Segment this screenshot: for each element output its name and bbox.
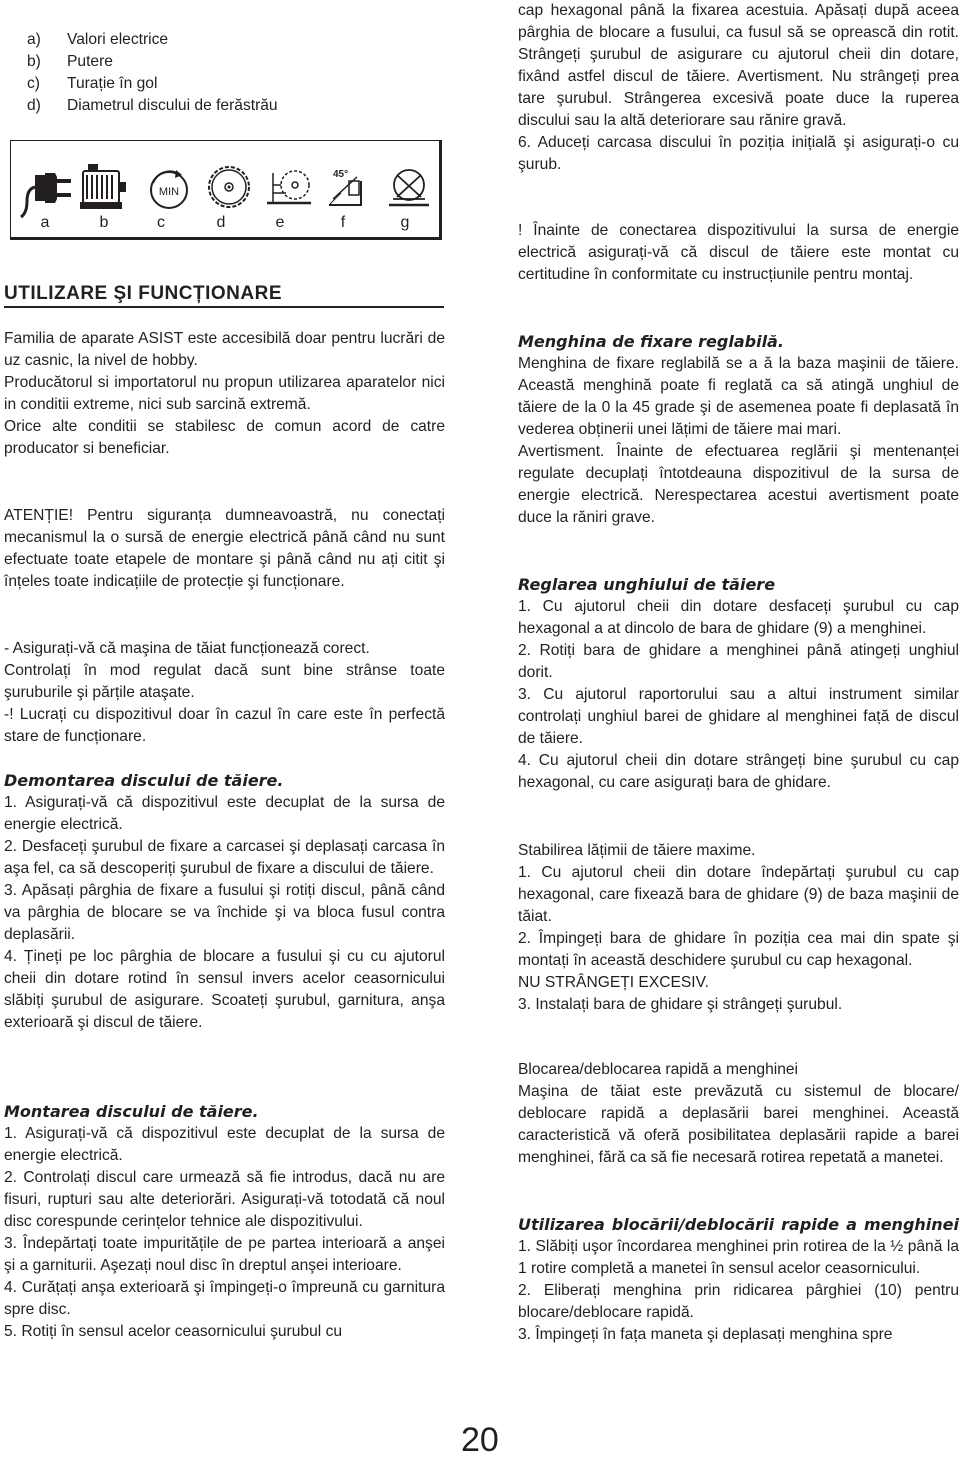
use-section: [518, 1214, 959, 1346]
legend-letter: c): [27, 75, 40, 92]
use-heading: Utilizarea blocării/deblocării rapide a menghinei: [518, 1215, 959, 1234]
paragraph: - Asigurați-vă că maşina de tăiat funcționează corect.: [4, 640, 370, 657]
saw-icon: [267, 171, 311, 203]
paragraph: -! Lucrați cu dispozitivul doar în cazul în care este în perfectă stare de funcționare.: [4, 706, 445, 745]
legend-item: [27, 51, 278, 73]
angle-icon: [329, 169, 361, 205]
legend-letter: d): [27, 97, 41, 114]
step: 1. Cu ajutorul cheii din dotare desfaceți şurubul cu cap hexagonal a at dincolo de bara de ghidare (9) a menghinei.: [518, 598, 959, 637]
speed-icon: [151, 170, 187, 208]
paragraph: Familia de aparate ASIST este accesibilă doar pentru lucrări de uz casnic, la nivel de hobby.: [4, 330, 445, 369]
legend-letter: b): [27, 53, 41, 70]
section-title: UTILIZARE ŞI FUNCȚIONARE: [4, 282, 444, 308]
step: 5. Rotiți în sensul acelor ceasornicului şurubul cu: [4, 1323, 343, 1340]
subheading: Stabilirea lățimii de tăiere maxime.: [518, 842, 756, 859]
mitre-icon: [389, 170, 429, 205]
legend-text: Putere: [67, 53, 113, 70]
step: 2. Controlați discul care urmează să fie introdus, dacă nu are fisuri, rupturi sau alte deteriorări. Asigurați-vă totodată că noul disc corespunde cerințelor tehnice ale dispozitivului.: [4, 1169, 445, 1230]
step: 6. Aduceți carcasa discului în poziția inițială şi asigurați-o cu şurub.: [518, 134, 959, 173]
paragraph: Maşina de tăiat este prevăzută cu sistemul de blocare/ deblocare rapidă a deplasării barei menghinei. Această caracteristică vă oferă posibilitatea deplasării rapide a barei menghinei, fără ca să fie necesară rotirea repetată a manetei.: [518, 1083, 959, 1166]
step: 1. Slăbiți uşor încordarea menghinei prin rotirea de la ½ până la 1 rotire completă a manetei în sensul acelor ceasornicului.: [518, 1238, 959, 1277]
width-section: [518, 840, 959, 1016]
demount-heading: Demontarea discului de tăiere.: [4, 771, 284, 790]
paragraph: Controlați în mod regulat dacă sunt bine strânse toate şuruburile şi părțile ataşate.: [4, 662, 445, 701]
min-label: MIN: [158, 186, 180, 198]
step: NU STRÂNGEȚI EXCESIV.: [518, 974, 709, 991]
icon-label: d: [216, 214, 226, 231]
mount-heading: Montarea discului de tăiere.: [4, 1102, 259, 1121]
warning-paragraph: ! Înainte de conectarea dispozitivului la sursa de energie electrică asigurați-vă că discul de tăiere este montat cu certitudine în conformitate cu instrucțiunile pentru montaj.: [518, 222, 959, 283]
icon-label: f: [340, 214, 346, 231]
step: 2. Eliberați menghina prin ridicarea pârghiei (10) pentru blocare/deblocare rapidă.: [518, 1282, 959, 1321]
step: 3. Îndepărtați toate impuritățile de pe partea interioară a anşei şi a garniturii. Aşezați noul disc în dreptul anşei interioare.: [4, 1235, 445, 1274]
subheading: Blocarea/deblocarea rapidă a menghinei: [518, 1061, 799, 1078]
legend-text: Valori electrice: [67, 31, 169, 48]
paragraph: Orice alte conditii se stabilesc de comun acord de catre producator si beneficiar.: [4, 418, 445, 457]
step: 2. Rotiți bara de ghidare a menghinei până atingeți unghiul dorit.: [518, 642, 959, 681]
legend-text: Diametrul discului de ferăstrău: [67, 97, 278, 114]
page-number: 20: [461, 1421, 499, 1459]
step: 2. Împingeți bara de ghidare în poziția cea mai din spate şi montați în această deschidere şurubul cu cap hexagonal.: [518, 930, 959, 969]
legend-item: [27, 29, 278, 51]
paragraph: Menghina de fixare reglabilă se a ă la baza maşinii de tăiere. Această menghină poate fi reglată ca să atingă unghiul de tăiere de la 0 la 45 grade şi de asemenea poate fi deplasată în vederea obținerii unei lățimi de tăiere mai mari.: [518, 355, 959, 438]
intro-block: [4, 328, 445, 460]
vise-section: [518, 331, 959, 529]
legend-text: Turație în gol: [67, 75, 158, 92]
step: 4. Țineți pe loc pârghia de blocare a fusului şi cu cu ajutorul cheii din dotare rotind în sensul invers acelor ceasornicului slăbiți şurubul de asigurare. Scoateți şurubul, garnitura, anşa exterioară şi discul de tăiere.: [4, 948, 445, 1031]
motor-icon: [81, 165, 125, 208]
icon-label: a: [40, 214, 50, 231]
legend-item: [27, 95, 278, 117]
icon-label: g: [400, 214, 410, 231]
continuation-block: [518, 0, 959, 176]
step: 3. Cu ajutorul raportorului sau a altui instrument similar controlați unghiul barei de ghidare al menghinei față de discul de tăiere.: [518, 686, 959, 747]
paragraph: cap hexagonal până la fixarea acestuia. Apăsați după aceea pârghia de blocare a fusului, ca fusul să se oprească din rotit. Strângeți şurubul de asigurare cu ajutorul cheii din dotare, fixând astfel discul de tăiere. Avertisment. Nu strângeți prea tare şurubul. Strângerea excesivă poate duce la ruperea discului sau la altă deteriorare sau rănire gravă.: [518, 2, 959, 129]
icon-strip: [10, 140, 442, 240]
step: 4. Cu ajutorul cheii din dotare strângeți bine şurubul cu cap hexagonal, cu care asigurați bara de ghidare.: [518, 752, 959, 791]
demount-section: [4, 770, 445, 1034]
attention-paragraph: ATENȚIE! Pentru siguranța dumneavoastră, nu conectați mecanismul la o sursă de energie electrică până când nu sunt efectuate toate etapele de montare şi până când nu ați citit şi înțeles toate indicațiile de protecție şi funcționare.: [4, 507, 445, 590]
step: 3. Instalați bara de ghidare şi strângeți şurubul.: [518, 996, 843, 1013]
blade-icon: [209, 167, 249, 207]
angle-heading: Reglarea unghiului de tăiere: [518, 575, 776, 594]
vise-heading: Menghina de fixare reglabilă.: [518, 332, 784, 351]
plug-icon: [21, 173, 71, 217]
step: 2. Desfaceți şurubul de fixare a carcasei şi deplasați carcasa în aşa fel, ca să descoperiți şurubul de fixare a discului de tăiere.: [4, 838, 445, 877]
step: 4. Curățați anşa exterioară şi împingeți-o împreună cu garnitura spre disc.: [4, 1279, 445, 1318]
paragraph: Avertisment. Înainte de efectuarea reglării şi mentenanței regulate decuplați întotdeauna dispozitivul de la sursa de energie electrică. Nerespectarea acestui avertisment poate duce la răniri grave.: [518, 443, 959, 526]
icon-label: b: [99, 214, 109, 231]
icon-label: e: [275, 214, 285, 231]
angle-section: [518, 574, 959, 794]
step: 1. Asigurați-vă că dispozitivul este decuplat de la sursa de energie electrică.: [4, 1125, 445, 1164]
legend-letter: a): [27, 31, 41, 48]
paragraph: Producătorul si importatorul nu propun utilizarea aparatelor nici in conditii extreme, nici sub sarcină extremă.: [4, 374, 445, 413]
icon-label: c: [157, 214, 165, 231]
step: 1. Cu ajutorul cheii din dotare îndepărtați şurubul cu cap hexagonal, care fixează bara de ghidare (9) de baza maşinii de tăiat.: [518, 864, 959, 925]
step: 3. Împingeți în fața maneta şi deplasați menghina spre: [518, 1326, 893, 1343]
quick-section: [518, 1059, 959, 1169]
mount-section: [4, 1101, 445, 1343]
legend-list: [27, 29, 278, 117]
checks-block: [4, 638, 445, 748]
step: 1. Asigurați-vă că dispozitivul este decuplat de la sursa de energie electrică.: [4, 794, 445, 833]
legend-item: [27, 73, 278, 95]
step: 3. Apăsați pârghia de fixare a fusului şi rotiți discul, până când va pârghia de blocare se va închide şi va bloca fusul contra deplasării.: [4, 882, 445, 943]
angle-label: 45°: [333, 169, 349, 180]
